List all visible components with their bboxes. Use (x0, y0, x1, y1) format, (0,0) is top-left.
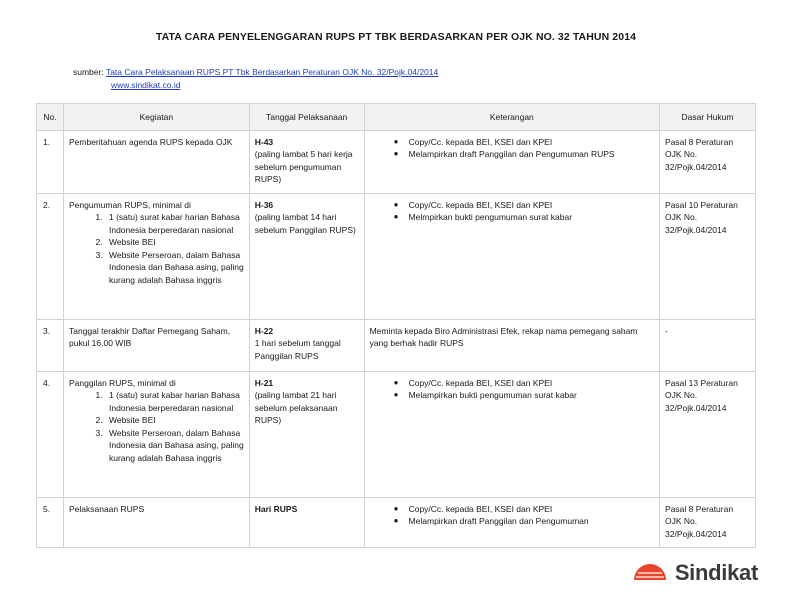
dasar-hukum-cell: Pasal 10 Peraturan OJK No. 32/Pojk.04/2014 (660, 193, 756, 319)
tanggal-code: H-43 (254, 136, 274, 147)
kegiatan-text: Panggilan RUPS, minimal di (68, 377, 176, 388)
tanggal-code: Hari RUPS (254, 503, 298, 514)
website-link[interactable]: www.sindikat.co.id (111, 80, 181, 90)
keterangan-cell (364, 497, 659, 547)
tanggal-code: H-21 (254, 377, 274, 388)
tanggal-code: H-22 (254, 325, 274, 336)
bullet-icon: ● (393, 503, 399, 513)
dasar-hukum-cell: - (660, 319, 756, 371)
header-dasar-hukum: Dasar Hukum (660, 104, 756, 131)
list-item: 2. Website BEI (105, 236, 244, 249)
kegiatan-cell: Pelaksanaan RUPS (63, 497, 249, 547)
tanggal-code: H-36 (254, 199, 274, 210)
bullet-icon: ● (393, 377, 399, 387)
keterangan-cell (364, 130, 659, 193)
tanggal-cell (249, 130, 364, 193)
bullet-icon: ● (393, 516, 399, 525)
row-number: 2. (37, 193, 64, 319)
row-number: 4. (37, 371, 64, 497)
tanggal-cell (249, 193, 364, 319)
keterangan-cell: Meminta kepada Biro Administrasi Efek, rekap nama pemegang saham yang berhak hadir RUPS (364, 319, 659, 371)
list-item (393, 199, 654, 212)
list-item (393, 211, 654, 224)
list-item (393, 377, 654, 390)
list-item (393, 389, 654, 402)
sindikat-logo (633, 560, 758, 586)
list-item-text: Copy/Cc. kepada BEI, KSEI dan KPEI (408, 503, 553, 514)
keterangan-cell (364, 193, 659, 319)
rups-table (36, 103, 756, 548)
tanggal-cell (249, 371, 364, 497)
tanggal-cell (249, 497, 364, 547)
sindikat-logo-text: Sindikat (674, 560, 758, 585)
list-item: 2. Website BEI (105, 414, 244, 427)
tanggal-note: (paling lambat 21 hari sebelum pelaksanaan RUPS) (254, 390, 338, 425)
source-label: sumber: (73, 67, 104, 77)
table-row (37, 130, 756, 193)
kegiatan-cell: Tanggal terakhir Daftar Pemegang Saham, pukul 16.00 WIB (63, 319, 249, 371)
list-item: 3. Website Perseroan, dalam Bahasa Indonesia dan Bahasa asing, paling kurang adalah Bahasa inggris (105, 249, 244, 287)
list-item-text: Melampirkan bukti pengumuman surat kabar (408, 390, 577, 400)
table-row (37, 497, 756, 547)
list-item: 3. Website Perseroan, dalam Bahasa Indonesia dan Bahasa asing, paling kurang adalah Bahasa inggris (105, 427, 244, 465)
table-row (37, 371, 756, 497)
kegiatan-cell (63, 371, 249, 497)
list-item-text: Melmpirkan bukti pengumuman surat kabar (408, 212, 573, 222)
document-title: TATA CARA PENYELENGGARAN RUPS PT TBK BERDASARKAN PER OJK NO. 32 TAHUN 2014 (155, 31, 637, 43)
list-item-text: Melampirkan draft Panggilan dan Pengumuman (408, 516, 589, 526)
bullet-icon: ● (393, 149, 399, 158)
dasar-hukum-cell: Pasal 8 Peraturan OJK No. 32/Pojk.04/2014 (660, 497, 756, 547)
kegiatan-cell: Pemberitahuan agenda RUPS kepada OJK (63, 130, 249, 193)
row-number: 3. (37, 319, 64, 371)
list-item (393, 148, 654, 161)
source-block (73, 66, 439, 90)
bullet-icon: ● (393, 136, 399, 146)
list-item (393, 503, 654, 516)
table-row (37, 319, 756, 371)
dasar-hukum-cell: Pasal 13 Peraturan OJK No. 32/Pojk.04/2014 (660, 371, 756, 497)
bullet-icon: ● (393, 199, 399, 209)
list-item: 1. 1 (satu) surat kabar harian Bahasa Indonesia berperedaran nasional (105, 389, 244, 414)
header-no: No. (37, 104, 64, 131)
kegiatan-text: Pengumuman RUPS, minimal di (68, 199, 191, 210)
dasar-hukum-cell: Pasal 8 Peraturan OJK No. 32/Pojk.04/2014 (660, 130, 756, 193)
table-header-row (37, 104, 756, 131)
header-keterangan: Keterangan (364, 104, 659, 131)
list-item-text: Copy/Cc. kepada BEI, KSEI dan KPEI (408, 377, 553, 388)
tanggal-cell (249, 319, 364, 371)
tanggal-note: 1 hari sebelum tanggal Panggilan RUPS (254, 338, 341, 361)
header-tanggal: Tanggal Pelaksanaan (249, 104, 364, 131)
table-row (37, 193, 756, 319)
source-link[interactable]: Tata Cara Pelaksanaan RUPS PT Tbk Berdasarkan Peraturan OJK No. 32/Pojk.04/2014 (105, 67, 439, 77)
list-item (393, 136, 654, 149)
bullet-icon: ● (393, 390, 399, 399)
kegiatan-cell (63, 193, 249, 319)
tanggal-note: (paling lambat 14 hari sebelum Panggilan RUPS) (254, 212, 356, 235)
list-item (393, 515, 654, 528)
list-item-text: Copy/Cc. kepada BEI, KSEI dan KPEI (408, 136, 553, 147)
list-item-text: Copy/Cc. kepada BEI, KSEI dan KPEI (408, 199, 553, 210)
bullet-icon: ● (393, 212, 399, 221)
tanggal-note: (paling lambat 5 hari kerja sebelum pengumuman RUPS) (254, 149, 353, 184)
row-number: 1. (37, 130, 64, 193)
keterangan-cell (364, 371, 659, 497)
sindikat-logo-icon (633, 561, 667, 586)
list-item: 1. 1 (satu) surat kabar harian Bahasa Indonesia berperedaran nasional (105, 211, 244, 236)
header-kegiatan: Kegiatan (63, 104, 249, 131)
row-number: 5. (37, 497, 64, 547)
list-item-text: Melampirkan draft Panggilan dan Pengumuman RUPS (408, 149, 615, 159)
